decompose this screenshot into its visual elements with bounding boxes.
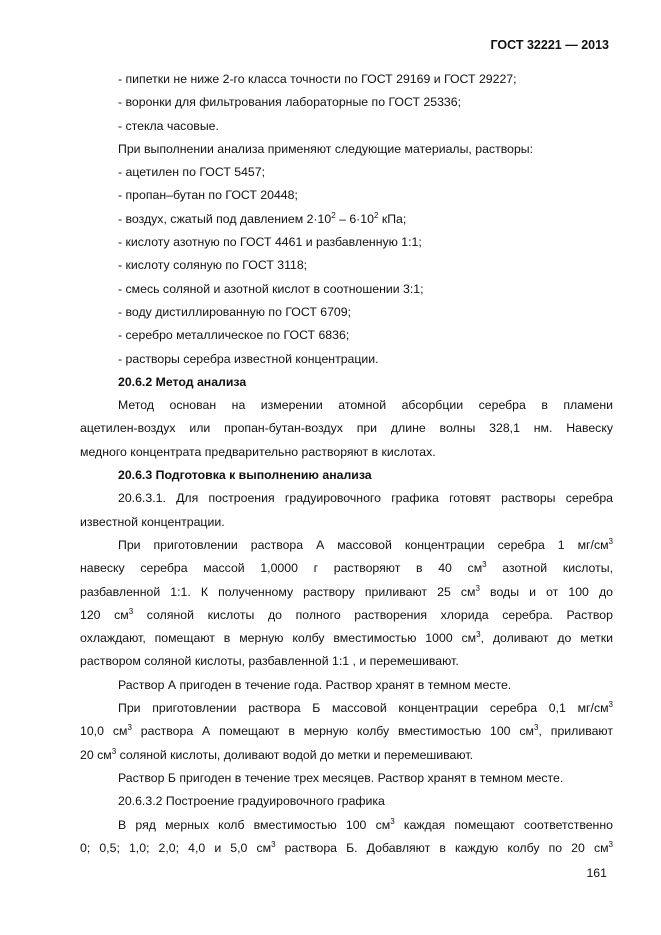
text-line: 20 $см^3$ соляной кислоты, доливают водой до метки и перемешивают.: [80, 746, 474, 762]
text-line: В ряд мерных колб вместимостью 100 $см^3$ каждая помещают соответственно: [118, 816, 613, 832]
text-line: навеску серебра массой 1,0000 г растворяют в 40 $см^3$ азотной кислоты,: [80, 560, 613, 576]
text-line: - пипетки не ниже 2-го класса точности по ГОСТ 29169 и ГОСТ 29227;: [118, 72, 517, 86]
text-line: 20.6.3.2 Построение градуировочного графика: [118, 794, 385, 809]
text-line: - смесь соляной и азотной кислот в соотношении 3:1;: [118, 281, 424, 296]
text-line: Раствор А пригоден в течение года. Раствор хранят в темном месте.: [118, 677, 512, 692]
text-line: При приготовлении раствора А массовой концентрации серебра 1 $мг/см^3$: [118, 536, 613, 552]
text-line: 120 $см^3$ соляной кислоты до полного растворения хлорида серебра. Раствор: [80, 606, 613, 622]
text-line: При приготовлении раствора Б массовой концентрации серебра 0,1 $мг/см^3$: [118, 700, 613, 716]
document-header: ГОСТ 32221 — 2013: [490, 38, 609, 52]
page-number: 161: [586, 866, 607, 880]
text-line: - стекла часовые.: [118, 118, 219, 133]
text-line: - растворы серебра известной концентрации.: [118, 351, 379, 366]
text-line: охлаждают, помещают в мерную колбу вместимостью 1000 $см^3$, доливают до метки: [80, 630, 613, 646]
text-line: раствором соляной кислоты, разбавленной 1:1 , и перемешивают.: [80, 654, 459, 669]
text-line: Метод основан на измерении атомной абсорбции серебра в пламени: [118, 398, 613, 413]
text-line: - пропан–бутан по ГОСТ 20448;: [118, 188, 298, 203]
text-line: - кислоту соляную по ГОСТ 3118;: [118, 258, 308, 273]
text-line: - воду дистиллированную по ГОСТ 6709;: [118, 304, 352, 319]
text-line: - серебро металлическое по ГОСТ 6836;: [118, 328, 350, 343]
text-line: 0; 0,5; 1,0; 2,0; 4,0 и 5,0 $см^3$ раствора Б. Добавляют в каждую колбу по 20 $см^3$: [80, 839, 613, 855]
document-body: [80, 68, 613, 860]
text-line: известной концентрации.: [80, 514, 225, 529]
text-line: - воронки для фильтрования лабораторные по ГОСТ 25336;: [118, 95, 462, 110]
section-heading: 20.6.3 Подготовка к выполнению анализа: [118, 468, 372, 483]
text-line: При выполнении анализа применяют следующие материалы, растворы:: [118, 141, 534, 156]
text-line: - кислоту азотную по ГОСТ 4461 и разбавленную 1:1;: [118, 235, 422, 250]
text-line: ацетилен-воздух или пропан-бутан-воздух при длине волны 328,1 нм. Навеску: [80, 421, 613, 436]
section-heading: 20.6.2 Метод анализа: [118, 374, 247, 389]
text-line: 20.6.3.1. Для построения градуировочного графика готовят растворы серебра: [118, 491, 613, 506]
text-line: разбавленной 1:1. К полученному раствору приливают 25 $см^3$ воды и от 100 до: [80, 583, 613, 599]
text-line: 10,0 $см^3$ раствора А помещают в мерную колбу вместимостью 100 $см^3$, приливают: [80, 723, 614, 739]
text-line: Раствор Б пригоден в течение трех месяцев. Раствор хранят в темном месте.: [118, 770, 564, 785]
text-line: - воздух, сжатый под давлением $2\cdot 10^2 - 6\cdot 10^2$ кПа;: [118, 210, 407, 226]
text-line: - ацетилен по ГОСТ 5457;: [118, 165, 266, 180]
text-line: медного концентрата предварительно растворяют в кислотах.: [80, 444, 436, 459]
